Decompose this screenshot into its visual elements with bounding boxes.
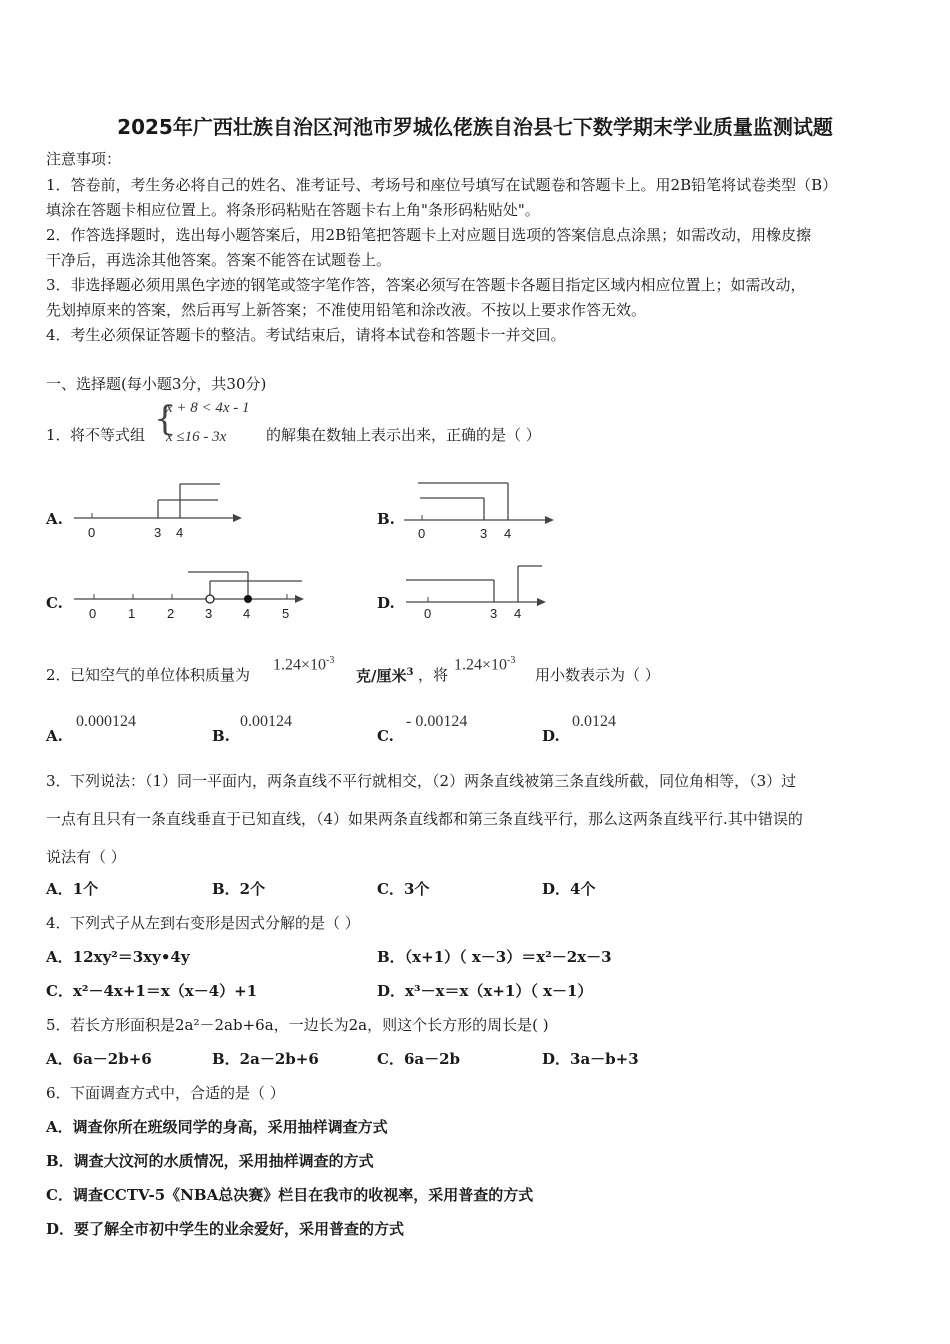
q2-text-pre: 已知空气的单位体积质量为 xyxy=(70,666,251,684)
q5-option-c: C．6a－2b xyxy=(377,1050,461,1068)
tick-label: 0 xyxy=(88,525,96,540)
q6-text: 下面调查方式中，合适的是（ ） xyxy=(70,1084,285,1102)
tick-label: 0 xyxy=(424,606,432,621)
q5-text: 若长方形面积是2a²－2ab+6a，一边长为2a，则这个长方形的周长是( ) xyxy=(70,1016,549,1034)
q2-text-post: 用小数表示为（ ） xyxy=(535,666,660,684)
notice-line: 2．作答选择题时，选出每小题答案后，用2B铅笔把答题卡上对应题目选项的答案信息点涂黑；如需改动，用橡皮擦 xyxy=(46,226,812,244)
page-title: 2025年广西壮族自治区河池市罗城仫佬族自治县七下数学期末学业质量监测试题 xyxy=(117,115,833,139)
q6-option-d: D．要了解全市初中学生的业余爱好，采用普查的方式 xyxy=(46,1220,405,1238)
q2-option-d-label: D. xyxy=(542,727,560,745)
q2-option-c-value: - 0.00124 xyxy=(406,713,468,730)
q1-inequality-1: x + 8 < 4x - 1 xyxy=(166,400,250,416)
tick-label: 4 xyxy=(176,525,184,540)
q4-option-a: A．12xy²＝3xy•4y xyxy=(46,948,190,966)
q4-option-c: C．x²－4x+1＝x（x－4）+1 xyxy=(46,982,258,1000)
tick-label: 3 xyxy=(205,606,213,621)
notice-line: 4．考生必须保证答题卡的整洁。考试结束后，请将本试卷和答题卡一并交回。 xyxy=(46,326,566,344)
q4-number: 4． xyxy=(46,914,71,932)
tick-label: 1 xyxy=(128,606,136,621)
q3-text-line: 下列说法：（1）同一平面内，两条直线不平行就相交，（2）两条直线被第三条直线所截，同位角相等，（3）过 xyxy=(70,772,797,790)
notice-line: 1．答卷前，考生务必将自己的姓名、准考证号、考场号和座位号填写在试题卷和答题卡上。用2B铅笔将试卷类型（B） xyxy=(46,176,838,194)
q2-option-c-label: C. xyxy=(377,727,394,745)
q6-number: 6． xyxy=(46,1084,71,1102)
q5-option-b: B．2a－2b+6 xyxy=(212,1050,319,1068)
q3-option-a: A．1个 xyxy=(46,880,99,898)
q1-inequality-2: x ≤16 - 3x xyxy=(166,429,227,445)
q3-option-d: D．4个 xyxy=(542,880,596,898)
tick-label: 3 xyxy=(480,526,488,541)
q2-option-a-value: 0.000124 xyxy=(76,713,136,730)
q4-option-b: B．（x+1）（ x－3）＝x²－2x－3 xyxy=(377,948,612,966)
tick-label: 3 xyxy=(490,606,498,621)
q3-option-b: B．2个 xyxy=(212,880,266,898)
section-heading: 一、选择题(每小题3分，共30分) xyxy=(46,375,267,393)
notice-heading: 注意事项： xyxy=(46,150,122,168)
notice-line: 先划掉原来的答案，然后再写上新答案；不准使用铅笔和涂改液。不按以上要求作答无效。 xyxy=(46,301,647,319)
q6-option-a: A．调查你所在班级同学的身高，采用抽样调查方式 xyxy=(46,1118,388,1136)
q2-option-d-value: 0.0124 xyxy=(572,713,616,730)
notice-line: 3．非选择题必须用黑色字迹的钢笔或签字笔作答，答案必须写在答题卡各题目指定区域内相应位置上；如需改动， xyxy=(46,276,806,294)
q5-number: 5． xyxy=(46,1016,71,1034)
q4-text: 下列式子从左到右变形是因式分解的是（ ） xyxy=(70,914,360,932)
q1-option-c-label: C. xyxy=(46,594,63,612)
q1-text-post: 的解集在数轴上表示出来，正确的是（ ） xyxy=(266,426,541,444)
q1-option-a-label: A. xyxy=(46,510,63,528)
tick-label: 0 xyxy=(89,606,97,621)
number-line-a xyxy=(68,478,253,544)
q2-option-b-value: 0.00124 xyxy=(240,713,292,730)
tick-label: 3 xyxy=(154,525,162,540)
q5-option-a: A．6a－2b+6 xyxy=(46,1050,152,1068)
q2-option-a-label: A. xyxy=(46,727,63,745)
tick-label: 4 xyxy=(504,526,512,541)
q2-number: 2． xyxy=(46,666,71,684)
tick-label: 5 xyxy=(282,606,290,621)
q6-option-c: C．调查CCTV-5《NBA总决赛》栏目在我市的收视率，采用普查的方式 xyxy=(46,1186,534,1204)
q1-option-b-label: B. xyxy=(377,510,395,528)
tick-label: 2 xyxy=(167,606,175,621)
q1-number: 1． xyxy=(46,426,71,444)
notice-line: 填涂在答题卡相应位置上。将条形码粘贴在答题卡右上角"条形码粘贴处"。 xyxy=(46,201,540,219)
q2-text-mid: ，将 xyxy=(418,666,449,684)
q3-option-c: C．3个 xyxy=(377,880,430,898)
q2-expression-repeat: $1.24\times 10^{-3}$ xyxy=(454,655,516,674)
q3-number: 3． xyxy=(46,772,71,790)
q6-option-b: B．调查大汶河的水质情况，采用抽样调查的方式 xyxy=(46,1152,374,1170)
tick-label: 4 xyxy=(243,606,251,621)
q4-option-d: D．x³－x＝x（x+1）（ x－1） xyxy=(377,982,593,1000)
q1-text-pre: 将不等式组 xyxy=(70,426,146,444)
q1-brace: { xyxy=(154,399,176,439)
tick-label: 4 xyxy=(514,606,522,621)
number-line-d xyxy=(402,562,557,626)
tick-label: 0 xyxy=(418,526,426,541)
notice-line: 干净后，再选涂其他答案。答案不能答在试题卷上。 xyxy=(46,251,392,269)
number-line-b xyxy=(400,478,565,544)
q1-option-d-label: D. xyxy=(377,594,395,612)
q2-unit: 克/厘米$^3$ xyxy=(356,667,414,685)
number-line-c xyxy=(70,566,310,626)
q3-text-line: 一点有且只有一条直线垂直于已知直线，（4）如果两条直线都和第三条直线平行，那么这两条直线平行.其中错误的 xyxy=(46,810,803,828)
q5-option-d: D．3a－b+3 xyxy=(542,1050,639,1068)
q2-option-b-label: B. xyxy=(212,727,230,745)
q3-text-line: 说法有（ ） xyxy=(46,848,126,866)
q2-expression: $1.24\times 10^{-3}$ xyxy=(273,655,335,674)
